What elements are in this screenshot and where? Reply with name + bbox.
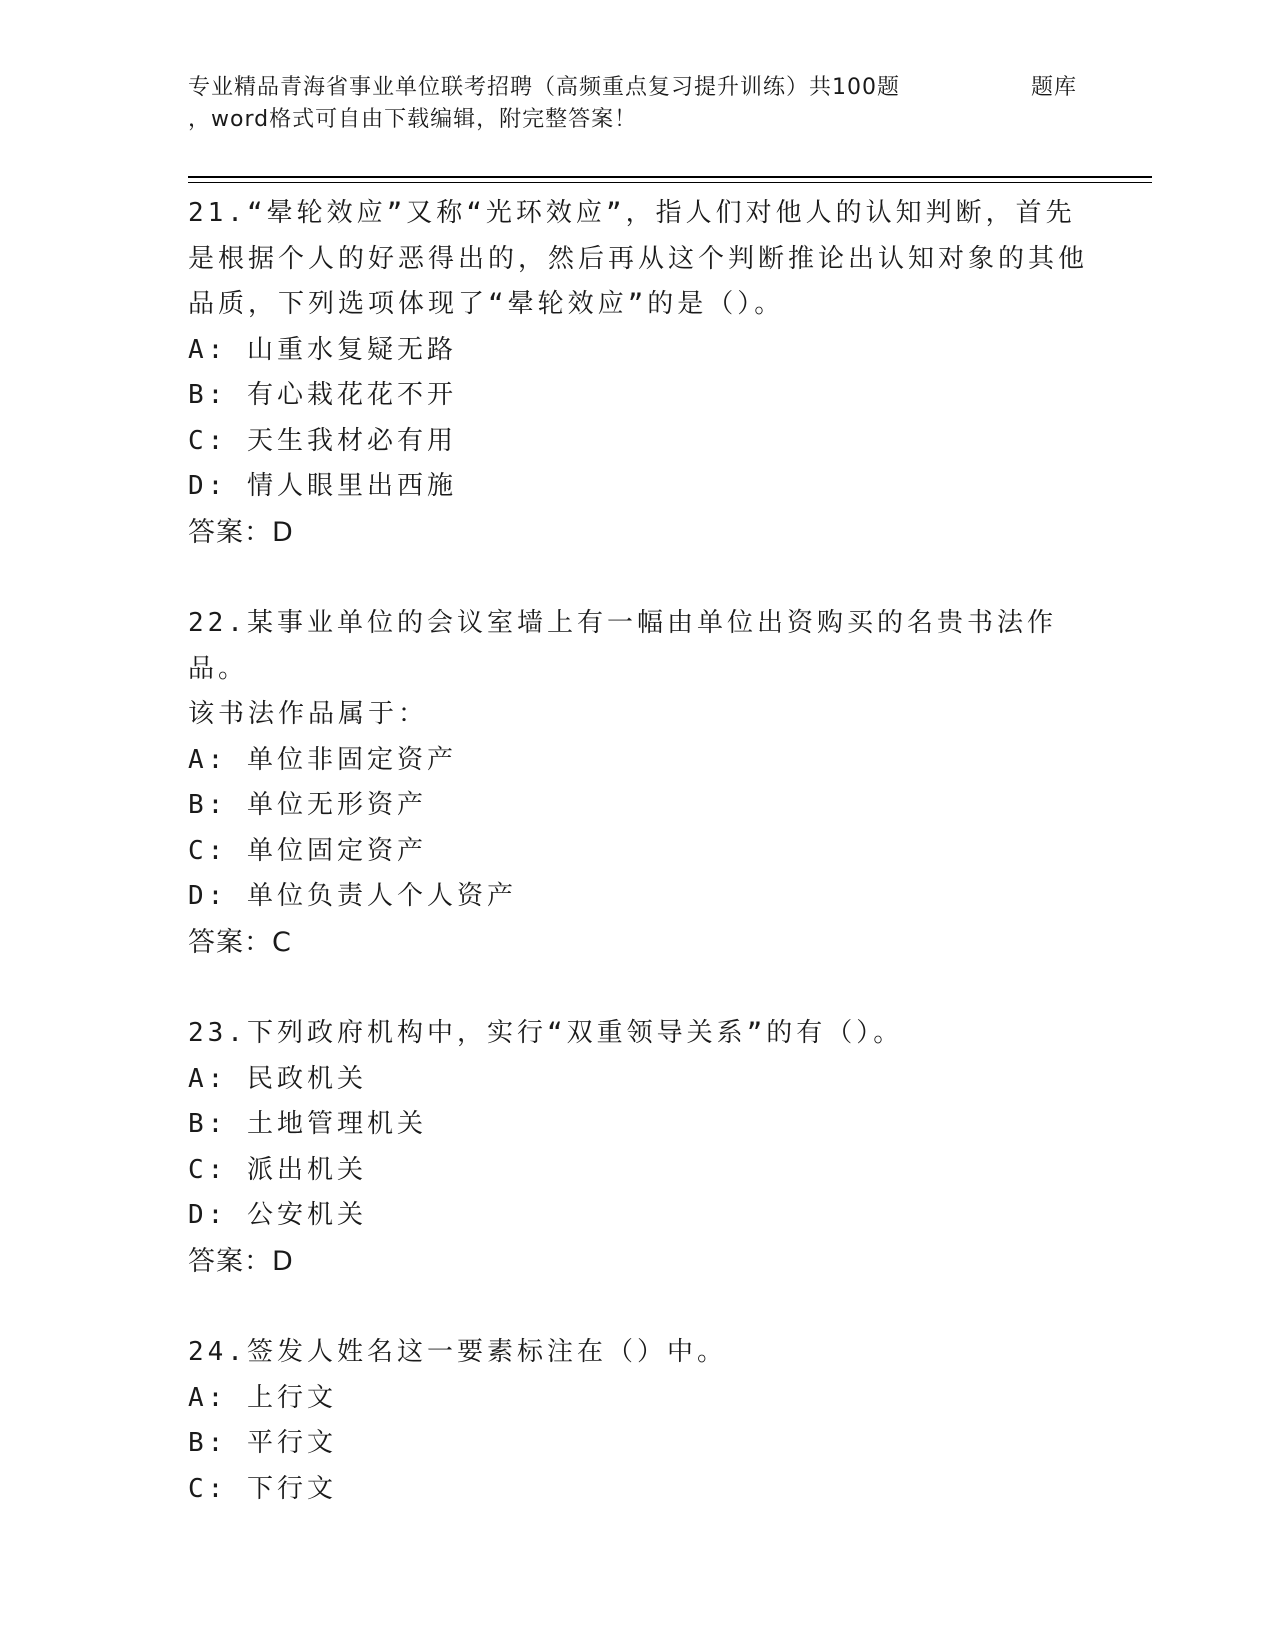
header-tag: 题库 (1031, 75, 1078, 100)
question-stem-line: 21.“晕轮效应”又称“光环效应”，指人们对他人的认知判断，首先 (188, 198, 1076, 228)
option-a: A: 山重水复疑无路 (188, 334, 457, 365)
header-divider-thin (188, 182, 1152, 183)
question-stem-line: 该书法作品属于： (188, 699, 429, 729)
option-c: C: 派出机关 (188, 1154, 367, 1185)
option-a: A: 民政机关 (188, 1063, 367, 1094)
option-b: B: 单位无形资产 (188, 790, 427, 820)
header-title-line-1: 专业精品青海省事业单位联考招聘（高频重点复习提升训练）共100题 (188, 75, 900, 100)
answer-line: 答案：C (188, 926, 292, 958)
question-stem-line: 24.签发人姓名这一要素标注在（）中。 (188, 1337, 727, 1367)
question-stem-line: 22.某事业单位的会议室墙上有一幅由单位出资购买的名贵书法作品。 (188, 608, 1057, 684)
option-b: B: 平行文 (188, 1428, 337, 1458)
question-block (188, 1330, 1088, 1512)
answer-line: 答案：D (188, 1245, 294, 1277)
option-d: D: 情人眼里出西施 (188, 471, 457, 501)
option-b: B: 有心栽花花不开 (188, 380, 457, 410)
header-title-line-2: ，word格式可自由下载编辑，附完整答案！ (188, 107, 638, 132)
question-block (188, 1011, 1088, 1284)
question-stem-line: 是根据个人的好恶得出的，然后再从这个判断推论出认知对象的其他 (188, 243, 1089, 274)
option-c: C: 下行文 (188, 1473, 337, 1504)
question-list (188, 191, 1088, 1512)
option-d: D: 单位负责人个人资产 (188, 881, 517, 911)
document-header (188, 72, 1108, 136)
option-a: A: 上行文 (188, 1382, 337, 1413)
option-b: B: 土地管理机关 (188, 1109, 427, 1139)
question-stem-line: 品质，下列选项体现了“晕轮效应”的是（）。 (188, 289, 785, 319)
question-block (188, 191, 1088, 555)
question-block (188, 601, 1088, 965)
answer-line: 答案：D (188, 516, 294, 548)
option-a: A: 单位非固定资产 (188, 744, 457, 775)
question-stem-line: 23.下列政府机构中，实行“双重领导关系”的有（）。 (188, 1018, 904, 1048)
option-d: D: 公安机关 (188, 1200, 367, 1230)
header-divider-thick (188, 176, 1152, 178)
option-c: C: 天生我材必有用 (188, 425, 457, 456)
option-c: C: 单位固定资产 (188, 835, 427, 866)
